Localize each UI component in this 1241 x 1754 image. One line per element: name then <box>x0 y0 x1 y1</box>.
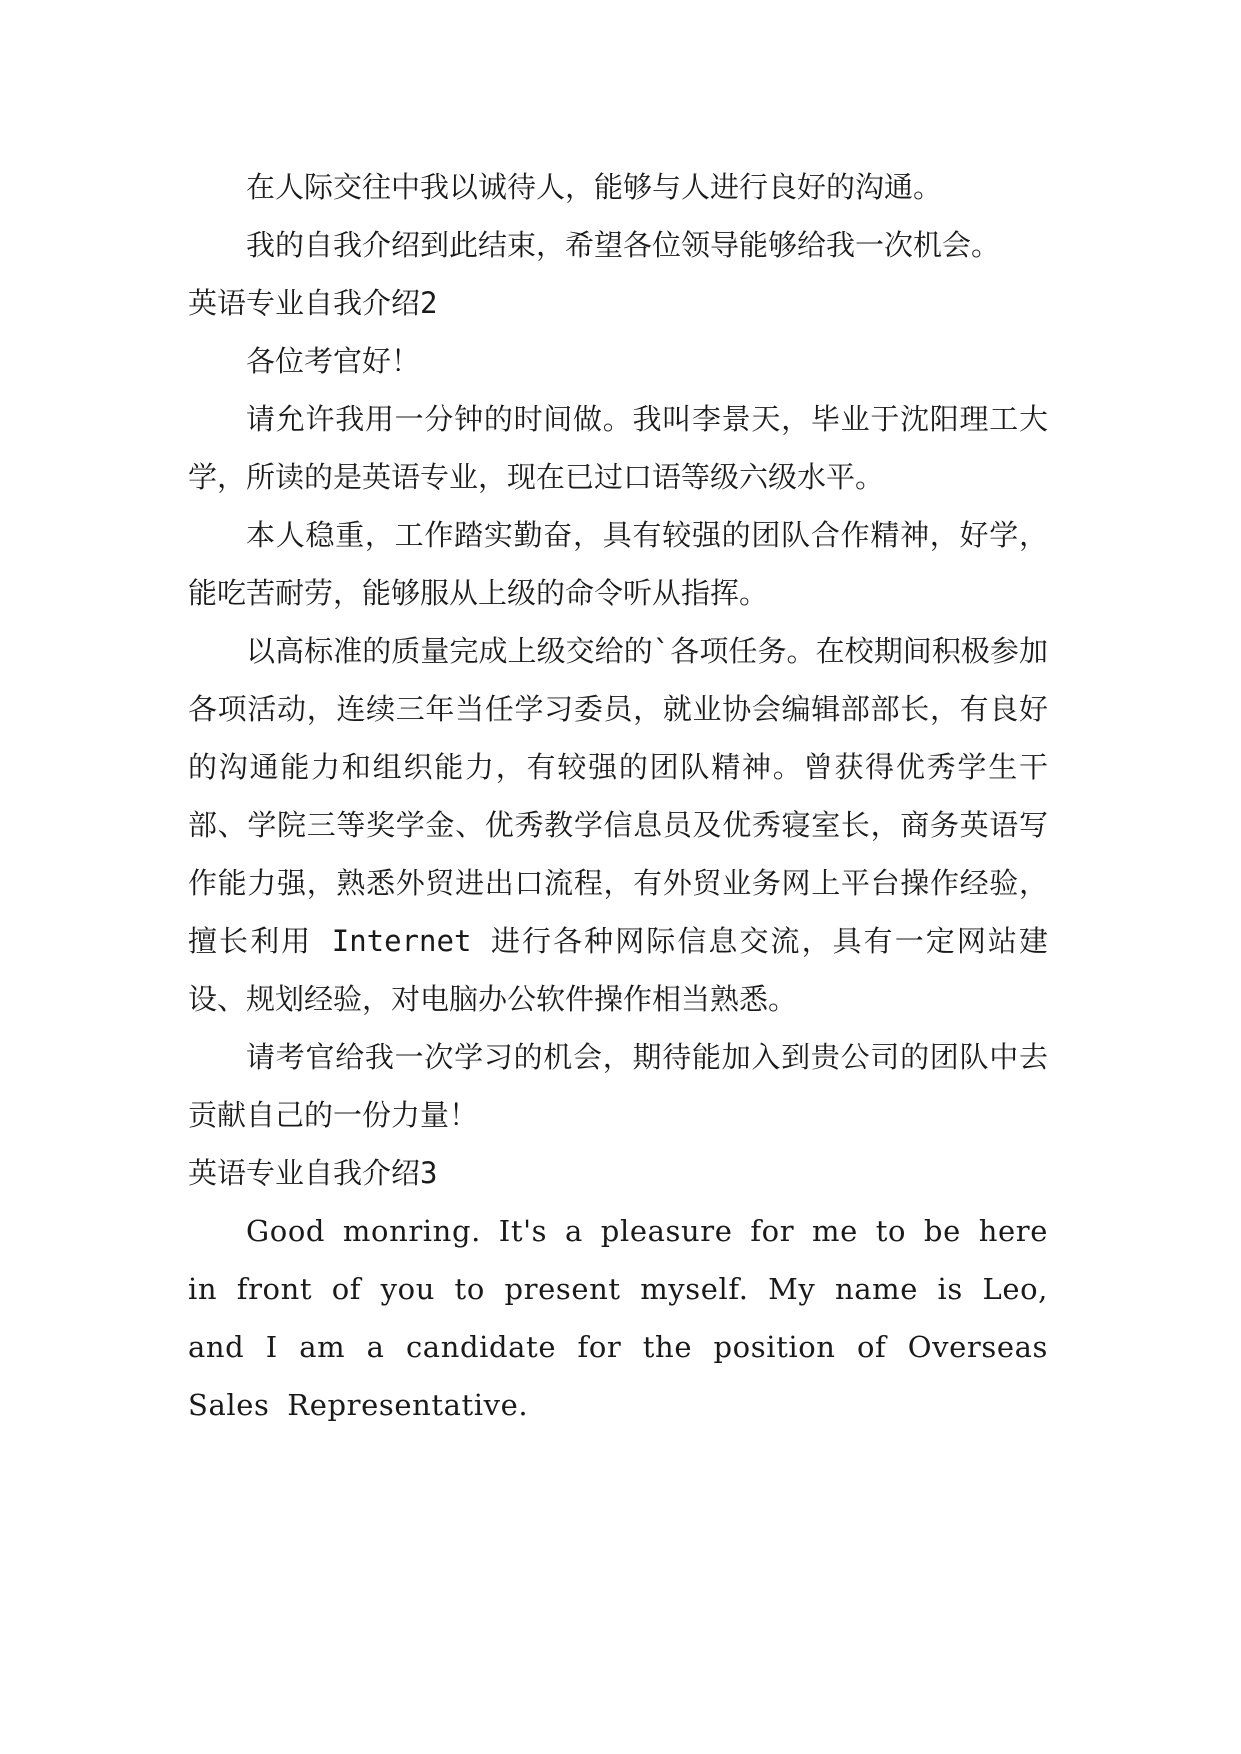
paragraph-experience: 以高标准的质量完成上级交给的`各项任务。在校期间积极参加各项活动，连续三年当任学习委员，就业协会编辑部部长，有良好的沟通能力和组织能力，有较强的团队精神。曾获得优秀学生干部、学院三等奖学金、优秀教学信息员及优秀寝室长，商务英语写作能力强，熟悉外贸进出口流程，有外贸业务网上平台操作经验，擅长利用 Internet 进行各种网际信息交流，具有一定网站建设、规划经验，对电脑办公软件操作相当熟悉。 <box>188 634 1048 1016</box>
paragraph-closing: 我的自我介绍到此结束，希望各位领导能够给我一次机会。 <box>246 228 1001 262</box>
document-body <box>188 158 1048 1434</box>
section-heading-2: 英语专业自我介绍2 <box>188 286 438 320</box>
paragraph-intro: 请允许我用一分钟的时间做。我叫李景天，毕业于沈阳理工大学，所读的是英语专业，现在已过口语等级六级水平。 <box>188 402 1048 494</box>
paragraph-english-intro: Good monring. It's a pleasure for me to be here in front of you to present myself. My name is Leo, and I am a candidate for the position of Overseas Sales Representative. <box>188 1214 1048 1422</box>
paragraph-request: 请考官给我一次学习的机会，期待能加入到贵公司的团队中去贡献自己的一份力量！ <box>188 1040 1048 1132</box>
paragraph-personality: 本人稳重，工作踏实勤奋，具有较强的团队合作精神，好学，能吃苦耐劳，能够服从上级的命令听从指挥。 <box>188 518 1048 610</box>
paragraph-greeting: 各位考官好！ <box>246 344 421 378</box>
section-heading-3: 英语专业自我介绍3 <box>188 1156 438 1190</box>
paragraph-communication: 在人际交往中我以诚待人，能够与人进行良好的沟通。 <box>246 170 943 204</box>
